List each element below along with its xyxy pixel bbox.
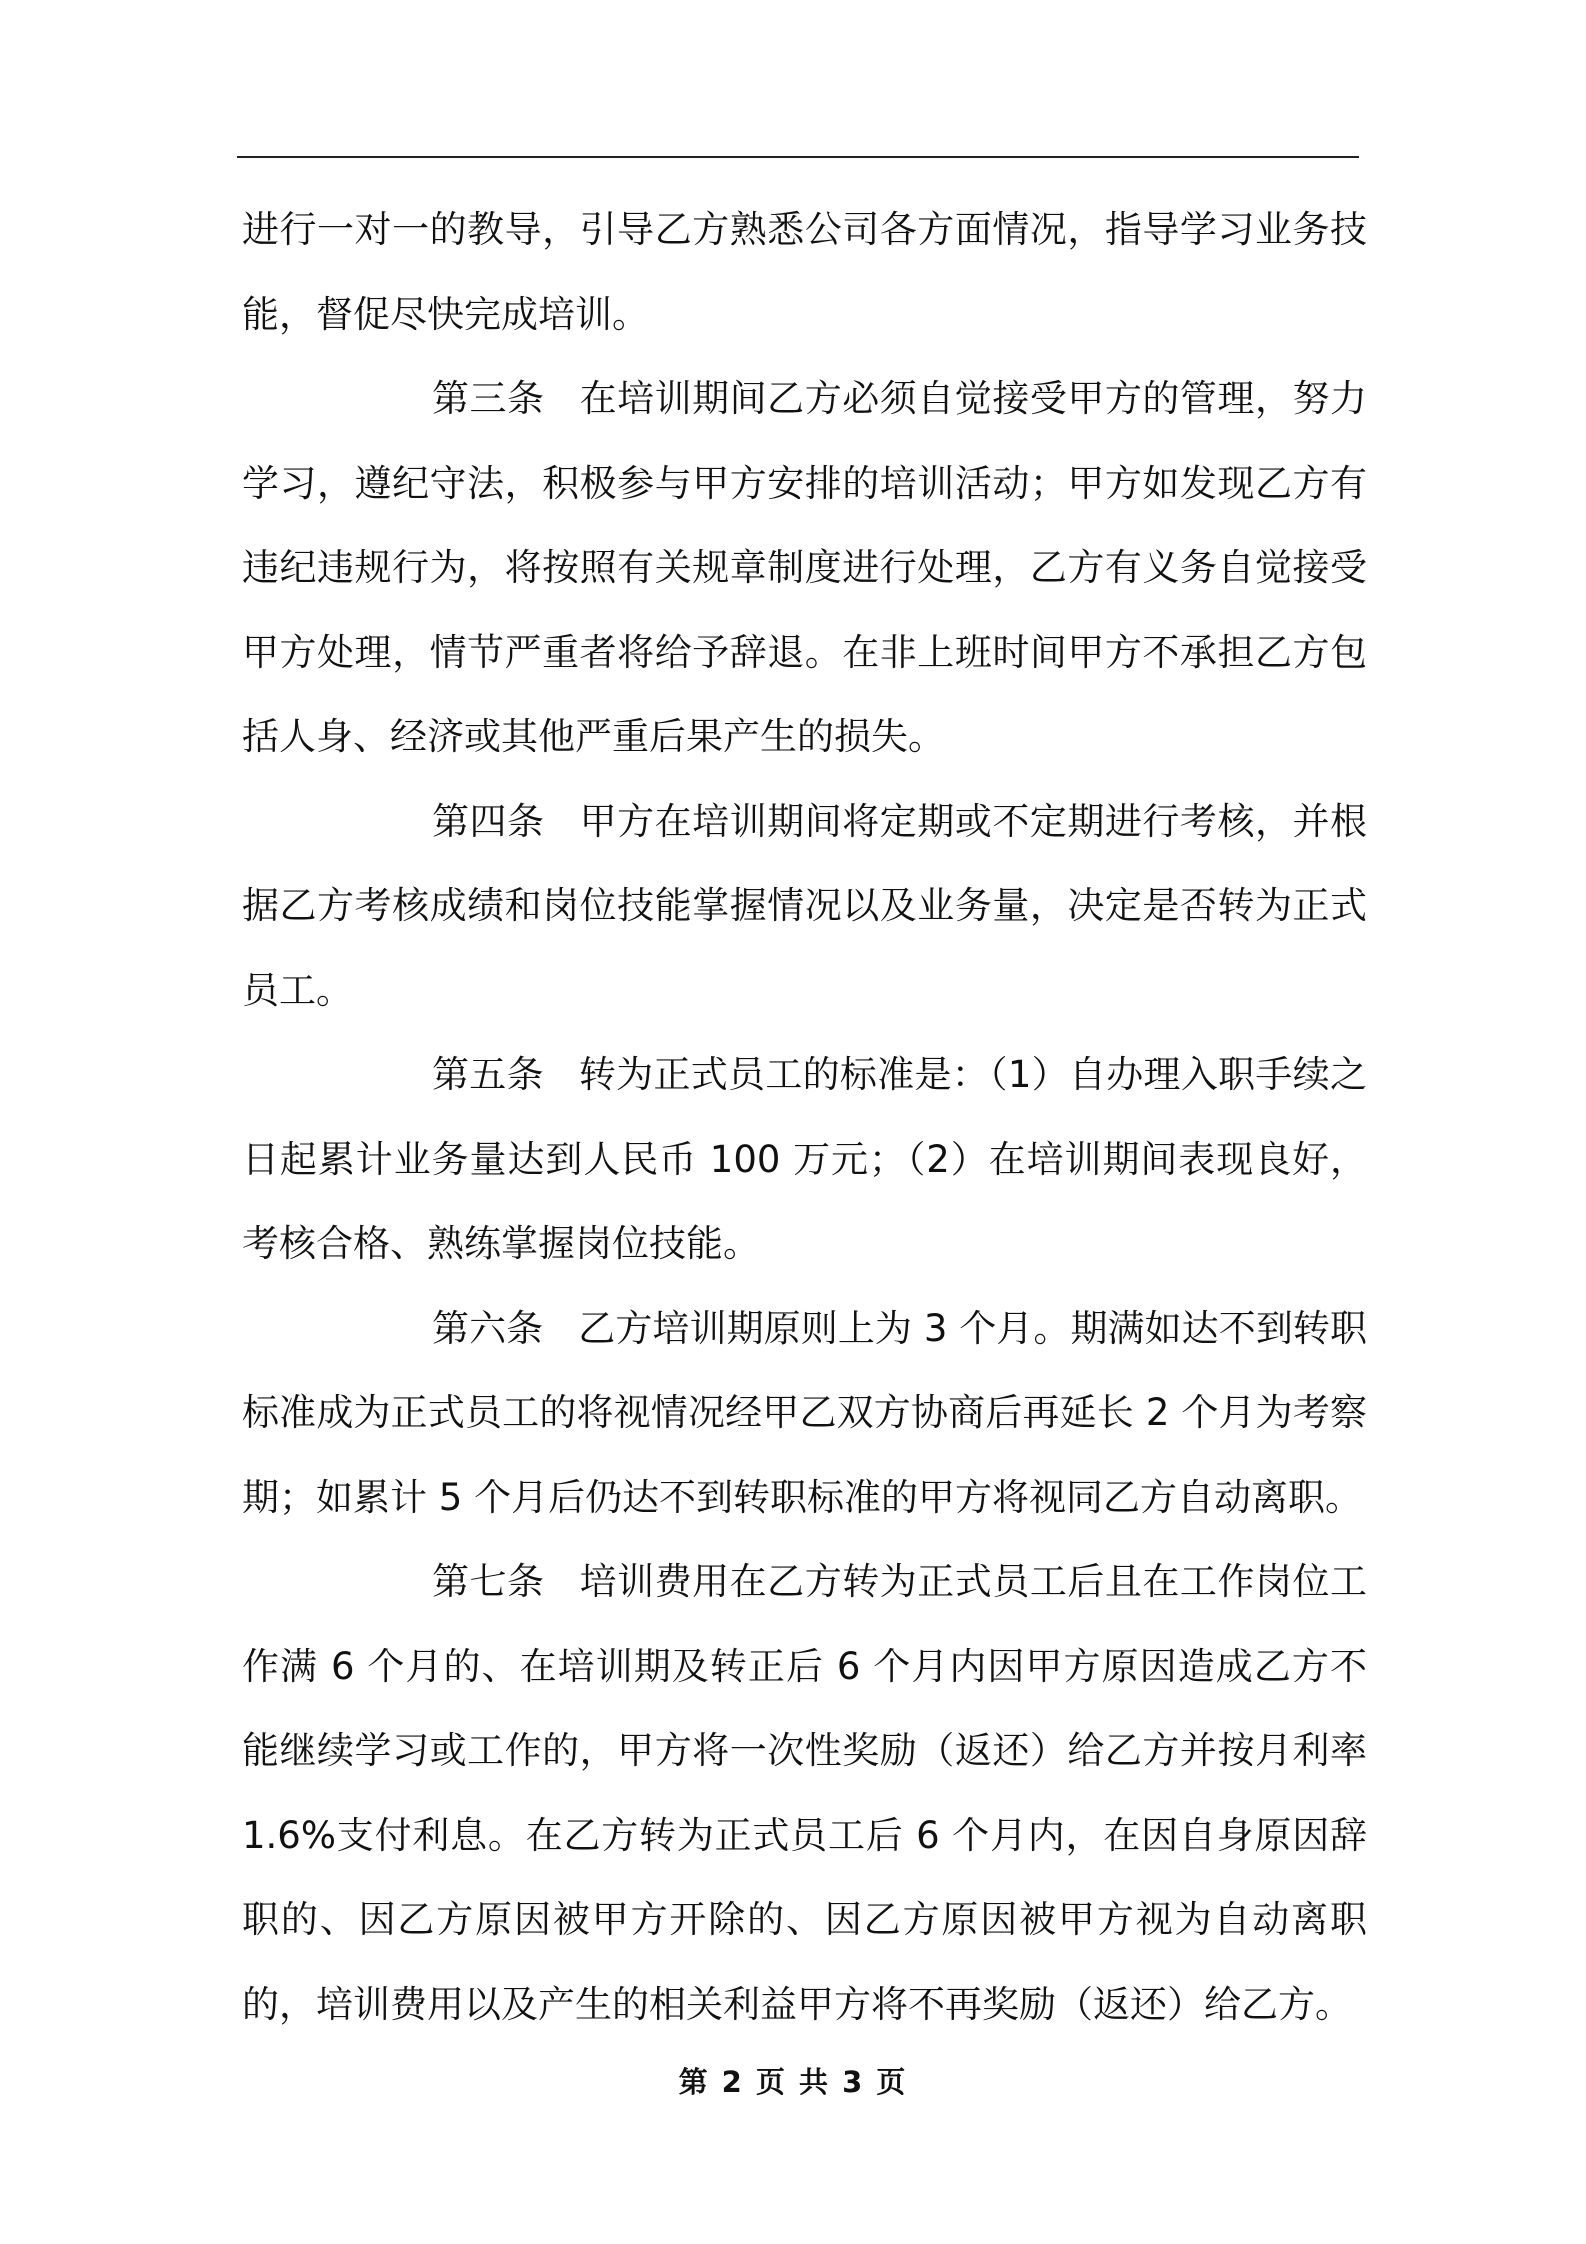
article-7 xyxy=(242,1540,1367,2047)
article-number: 第六条 xyxy=(432,1306,544,1350)
article-number: 第四条 xyxy=(432,799,545,843)
article-number: 第三条 xyxy=(432,377,545,420)
header-rule xyxy=(237,156,1359,158)
intro-paragraph: 进行一对一的教导，引导乙方熟悉公司各方面情况，指导学习业务技能，督促尽快完成培训。 xyxy=(242,208,1367,336)
article-text: 培训费用在乙方转为正式员工后且在工作岗位工作满 6 个月的、在培训期及转正后 6 个月内因甲方原因造成乙方不能继续学习或工作的，甲方将一次性奖励（返还）给乙方并按月利率 1.6%支付利息。在乙方转为正式员工后 6 个月内，在因自身原因辞职的、因乙方原因被甲方开除的、因乙方原因被甲方视为自动离职的，培训费用以及产生的相关利益甲方将不再奖励（返还）给乙方。 xyxy=(242,1560,1368,2026)
article-5 xyxy=(242,1033,1367,1287)
article-6 xyxy=(242,1287,1367,1541)
article-text: 在培训期间乙方必须自觉接受甲方的管理，努力学习，遵纪守法，积极参与甲方安排的培训活动；甲方如发现乙方有违纪违规行为，将按照有关规章制度进行处理，乙方有义务自觉接受甲方处理，情节严重者将给予辞退。在非上班时间甲方不承担乙方包括人身、经济或其他严重后果产生的损失。 xyxy=(242,377,1368,758)
page-number: 第 2 页 共 3 页 xyxy=(678,2065,908,2099)
article-text: 甲方在培训期间将定期或不定期进行考核，并根据乙方考核成绩和岗位技能掌握情况以及业务量，决定是否转为正式员工。 xyxy=(242,799,1368,1012)
document-body xyxy=(242,188,1367,2047)
article-number: 第七条 xyxy=(432,1560,545,1603)
article-text: 乙方培训期原则上为 3 个月。期满如达不到转职标准成为正式员工的将视情况经甲乙双方协商后再延长 2 个月为考察期；如累计 5 个月后仍达不到转职标准的甲方将视同乙方自动离职。 xyxy=(242,1306,1368,1519)
article-3 xyxy=(242,357,1367,780)
article-4 xyxy=(242,780,1367,1034)
article-number: 第五条 xyxy=(432,1053,544,1096)
article-text: 转为正式员工的标准是：（1）自办理入职手续之日起累计业务量达到人民币 100 万元；（2）在培训期间表现良好，考核合格、熟练掌握岗位技能。 xyxy=(242,1053,1367,1265)
